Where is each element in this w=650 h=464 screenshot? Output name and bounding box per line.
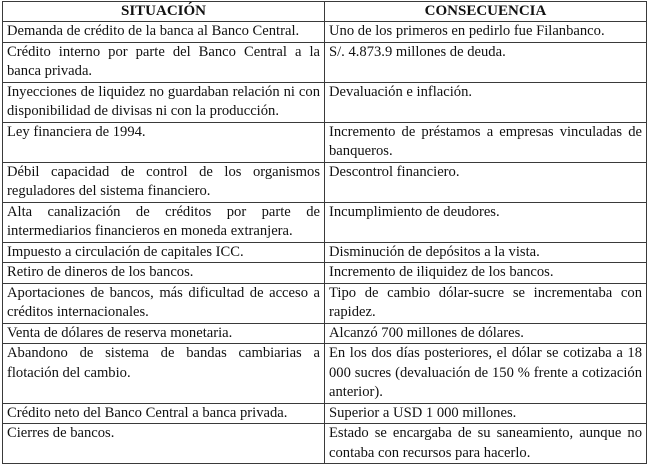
consecuencia-cell: Superior a USD 1 000 millones. bbox=[325, 403, 647, 424]
table-row bbox=[3, 242, 647, 263]
situacion-cell: Ley financiera de 1994. bbox=[3, 122, 325, 162]
consecuencia-cell: S/. 4.873.9 millones de deuda. bbox=[325, 42, 647, 82]
consecuencia-cell: Incremento de iliquidez de los bancos. bbox=[325, 263, 647, 284]
consecuencia-cell: Descontrol financiero. bbox=[325, 162, 647, 202]
table-row bbox=[3, 22, 647, 43]
consecuencia-cell: Disminución de depósitos a la vista. bbox=[325, 242, 647, 263]
situacion-cell: Aportaciones de bancos, más dificultad de acceso a créditos internacionales. bbox=[3, 283, 325, 323]
consecuencia-cell: Devaluación e inflación. bbox=[325, 82, 647, 122]
header-consecuencia: CONSECUENCIA bbox=[325, 2, 647, 22]
table-row bbox=[3, 323, 647, 344]
table-row bbox=[3, 403, 647, 424]
situacion-cell: Débil capacidad de control de los organismos reguladores del sistema financiero. bbox=[3, 162, 325, 202]
consecuencia-cell: En los dos días posteriores, el dólar se cotizaba a 18 000 sucres (devaluación de 150 % frente a cotización anterior). bbox=[325, 344, 647, 404]
situacion-cell: Demanda de crédito de la banca al Banco Central. bbox=[3, 22, 325, 43]
table-row bbox=[3, 344, 647, 404]
consecuencia-cell: Tipo de cambio dólar-sucre se incrementaba con rapidez. bbox=[325, 283, 647, 323]
header-situacion: SITUACIÓN bbox=[3, 2, 325, 22]
header-row bbox=[3, 2, 647, 22]
situacion-cell: Alta canalización de créditos por parte de intermediarios financieros en moneda extranjera. bbox=[3, 202, 325, 242]
situacion-cell: Retiro de dineros de los bancos. bbox=[3, 263, 325, 284]
consecuencia-cell: Uno de los primeros en pedirlo fue Filanbanco. bbox=[325, 22, 647, 43]
consecuencia-cell: Alcanzó 700 millones de dólares. bbox=[325, 323, 647, 344]
situacion-cell: Crédito neto del Banco Central a banca privada. bbox=[3, 403, 325, 424]
situacion-cell: Cierres de bancos. bbox=[3, 424, 325, 464]
consecuencia-cell: Incremento de préstamos a empresas vinculadas de banqueros. bbox=[325, 122, 647, 162]
table-row bbox=[3, 122, 647, 162]
situacion-cell: Abandono de sistema de bandas cambiarias a flotación del cambio. bbox=[3, 344, 325, 404]
consecuencia-cell: Estado se encargaba de su saneamiento, aunque no contaba con recursos para hacerlo. bbox=[325, 424, 647, 464]
table-row bbox=[3, 42, 647, 82]
situacion-cell: Venta de dólares de reserva monetaria. bbox=[3, 323, 325, 344]
situacion-cell: Inyecciones de liquidez no guardaban relación ni con disponibilidad de divisas ni con la producción. bbox=[3, 82, 325, 122]
consecuencia-cell: Incumplimiento de deudores. bbox=[325, 202, 647, 242]
table-row bbox=[3, 424, 647, 464]
table-row bbox=[3, 283, 647, 323]
situacion-cell: Impuesto a circulación de capitales ICC. bbox=[3, 242, 325, 263]
table-row bbox=[3, 263, 647, 284]
table-row bbox=[3, 162, 647, 202]
table-row bbox=[3, 202, 647, 242]
situation-consequence-table bbox=[2, 1, 647, 464]
table-row bbox=[3, 82, 647, 122]
situacion-cell: Crédito interno por parte del Banco Central a la banca privada. bbox=[3, 42, 325, 82]
